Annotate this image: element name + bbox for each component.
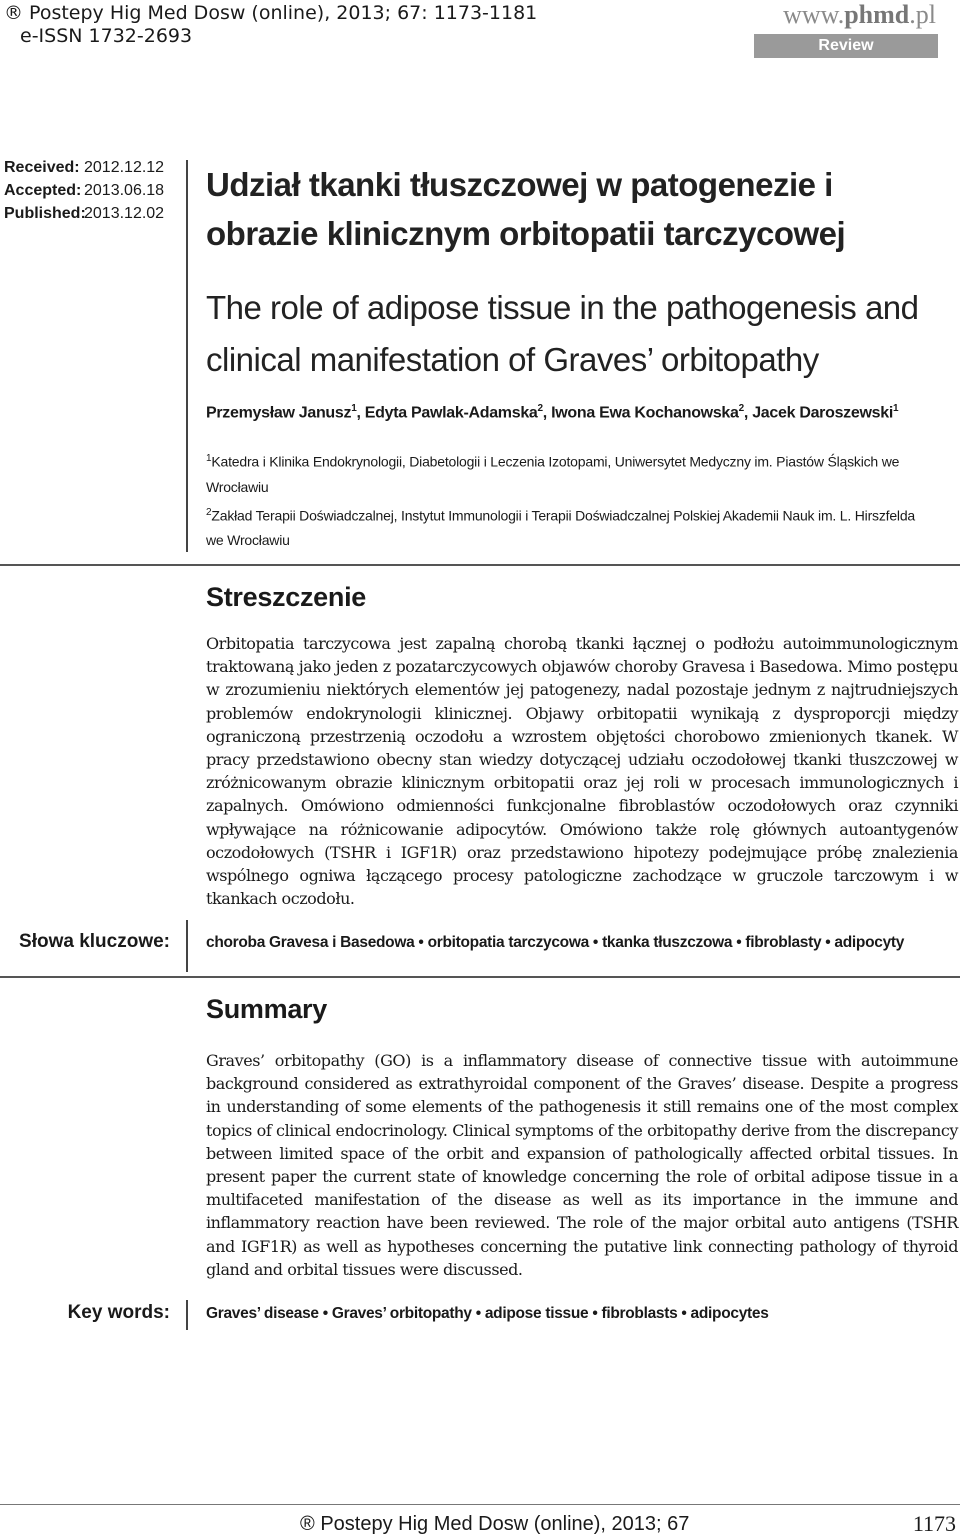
author-affiliation-ref: 2 (738, 403, 744, 414)
date-label: Received: (4, 159, 80, 176)
title-polish: Udział tkanki tłuszczowej w patogenezie i obrazie klinicznym orbitopatii tarczycowej (206, 166, 846, 252)
footer-divider (0, 1504, 960, 1505)
author-affiliation-ref: 1 (351, 403, 357, 414)
vertical-divider (186, 160, 188, 552)
date-value: 2013.12.02 (84, 205, 165, 222)
author-name: Edyta Pawlak-Adamska (364, 404, 538, 422)
keywords-label-polish: Słowa kluczowe: (19, 931, 170, 952)
author-affiliation-ref: 2 (537, 403, 543, 414)
vertical-divider (186, 920, 188, 972)
author-name: Jacek Daroszewski (752, 404, 893, 422)
abstract-heading-english: Summary (206, 994, 327, 1024)
affiliation (206, 446, 926, 500)
site-prefix: www. (783, 0, 845, 29)
author-name: Iwona Ewa Kochanowska (551, 404, 739, 422)
section-divider (0, 976, 960, 978)
affiliation-text: Katedra i Klinika Endokrynologii, Diabetologii i Leczenia Izotopami, Uniwersytet Medyczny im. Piastów Śląskich we Wrocławiu (206, 453, 900, 495)
affiliations (206, 446, 926, 553)
keywords-polish: choroba Gravesa i Basedowa • orbitopatia tarczycowa • tkanka tłuszczowa • fibroblasty • adipocyty (206, 934, 905, 951)
site-suffix: .pl (909, 0, 936, 29)
author-list (206, 398, 956, 424)
vertical-divider (186, 1300, 188, 1330)
title-english: The role of adipose tissue in the pathogenesis and clinical manifestation of Graves’ orbitopathy (206, 289, 919, 378)
author-separator: , (356, 404, 365, 422)
journal-citation (4, 2, 537, 24)
footer-journal-text: Postepy Hig Med Dosw (online), 2013; 67 (320, 1513, 690, 1535)
site-brand: phmd (844, 0, 910, 29)
affiliation (206, 500, 926, 554)
registered-icon: ® (4, 2, 23, 24)
site-url[interactable] (783, 0, 936, 30)
date-label: Accepted: (4, 182, 82, 199)
issn: e-ISSN 1732-2693 (20, 25, 193, 47)
abstract-polish: Orbitopatia tarczycowa jest zapalną chorobą tkanki łącznej o podłożu autoimmunologicznym traktowaną jako jeden z pozatarczycowych objawów choroby Gravesa i Basedowa. Mimo postępu w zrozumieniu niektórych elementów jej patogenezy, nadal pozostaje jednym z najtrudniejszych problemów endokrynologii klinicznej. Objawy orbitopatii wynikają z dysproporcji między ograniczoną przestrzenią oczodołu a wzrostem objętości chorobowo zmienionych tkanek. W pracy przedstawiono obecny stan wiedzy dotyczącej udziału oczodołowej tkanki tłuszczowej w zróżnicowanym obrazie klinicznym orbitopatii oraz jej roli w procesach immunologicznych i zapalnych. Omówiono odmienności funkcjonalne fibroblastów oczodołowych oraz czynniki wpływające na różnicowanie adipocytów. Omówiono także rolę głównych autoantygenów oczodołowych (TSHR i IGF1R) oraz przedstawiono hipotezy podejmujące próbę znalezienia wspólnego ogniwa łączącego procesy patologiczne zachodzące w gruczole tarczowym i w tkankach oczodołu. (206, 634, 958, 909)
author-separator: , (743, 404, 753, 422)
keywords-label-english: Key words: (67, 1302, 170, 1323)
abstract-heading-polish: Streszczenie (206, 582, 366, 612)
article-type-badge: Review (754, 34, 938, 58)
keywords-english: Graves’ disease • Graves’ orbitopathy • adipose tissue • fibroblasts • adipocytes (206, 1305, 769, 1322)
date-published (4, 203, 164, 225)
registered-icon: ® (300, 1513, 315, 1535)
journal-citation-text: Postepy Hig Med Dosw (online), 2013; 67: 1173-1181 (29, 2, 538, 24)
author-name: Przemysław Janusz (206, 404, 352, 422)
date-value: 2012.12.12 (84, 159, 165, 176)
author-affiliation-ref: 1 (892, 403, 899, 414)
affiliation-text: Zakład Terapii Doświadczalnej, Instytut Immunologii i Terapii Doświadczalnej Polskiej Akademii Nauk im. L. Hirszfelda we Wrocławiu (206, 507, 915, 549)
date-received (4, 157, 164, 179)
date-accepted (4, 180, 164, 202)
date-label: Published: (4, 205, 86, 222)
page-number: 1173 (912, 1511, 956, 1536)
affiliation-number: 1 (206, 453, 212, 464)
section-divider (0, 564, 960, 566)
date-value: 2013.06.18 (84, 182, 165, 199)
author-separator: , (542, 404, 552, 422)
affiliation-number: 2 (206, 506, 212, 518)
footer-journal (300, 1511, 689, 1537)
abstract-english: Graves’ orbitopathy (GO) is a inflammatory disease of connective tissue with autoimmune background considered as extrathyroidal component of the Graves’ disease. Despite a progress in understanding of some elements of the pathogenesis it still remains one of the most complex topics of clinical endocrinology. Clinical symptoms of the orbitopathy derive from the discrepancy between limited space of the orbit and expansion of pathologically affected orbital tissues. In present paper the current state of knowledge concerning the role of orbital adipose tissue in a multifaceted manifestation of the disease as well as its importance in the immune and inflammatory reaction have been reviewed. The role of the major orbital auto antigens (TSHR and IGF1R) as well as hypotheses concerning the putative link connecting pathology of thyroid gland and orbital tissues were discussed. (206, 1051, 958, 1279)
